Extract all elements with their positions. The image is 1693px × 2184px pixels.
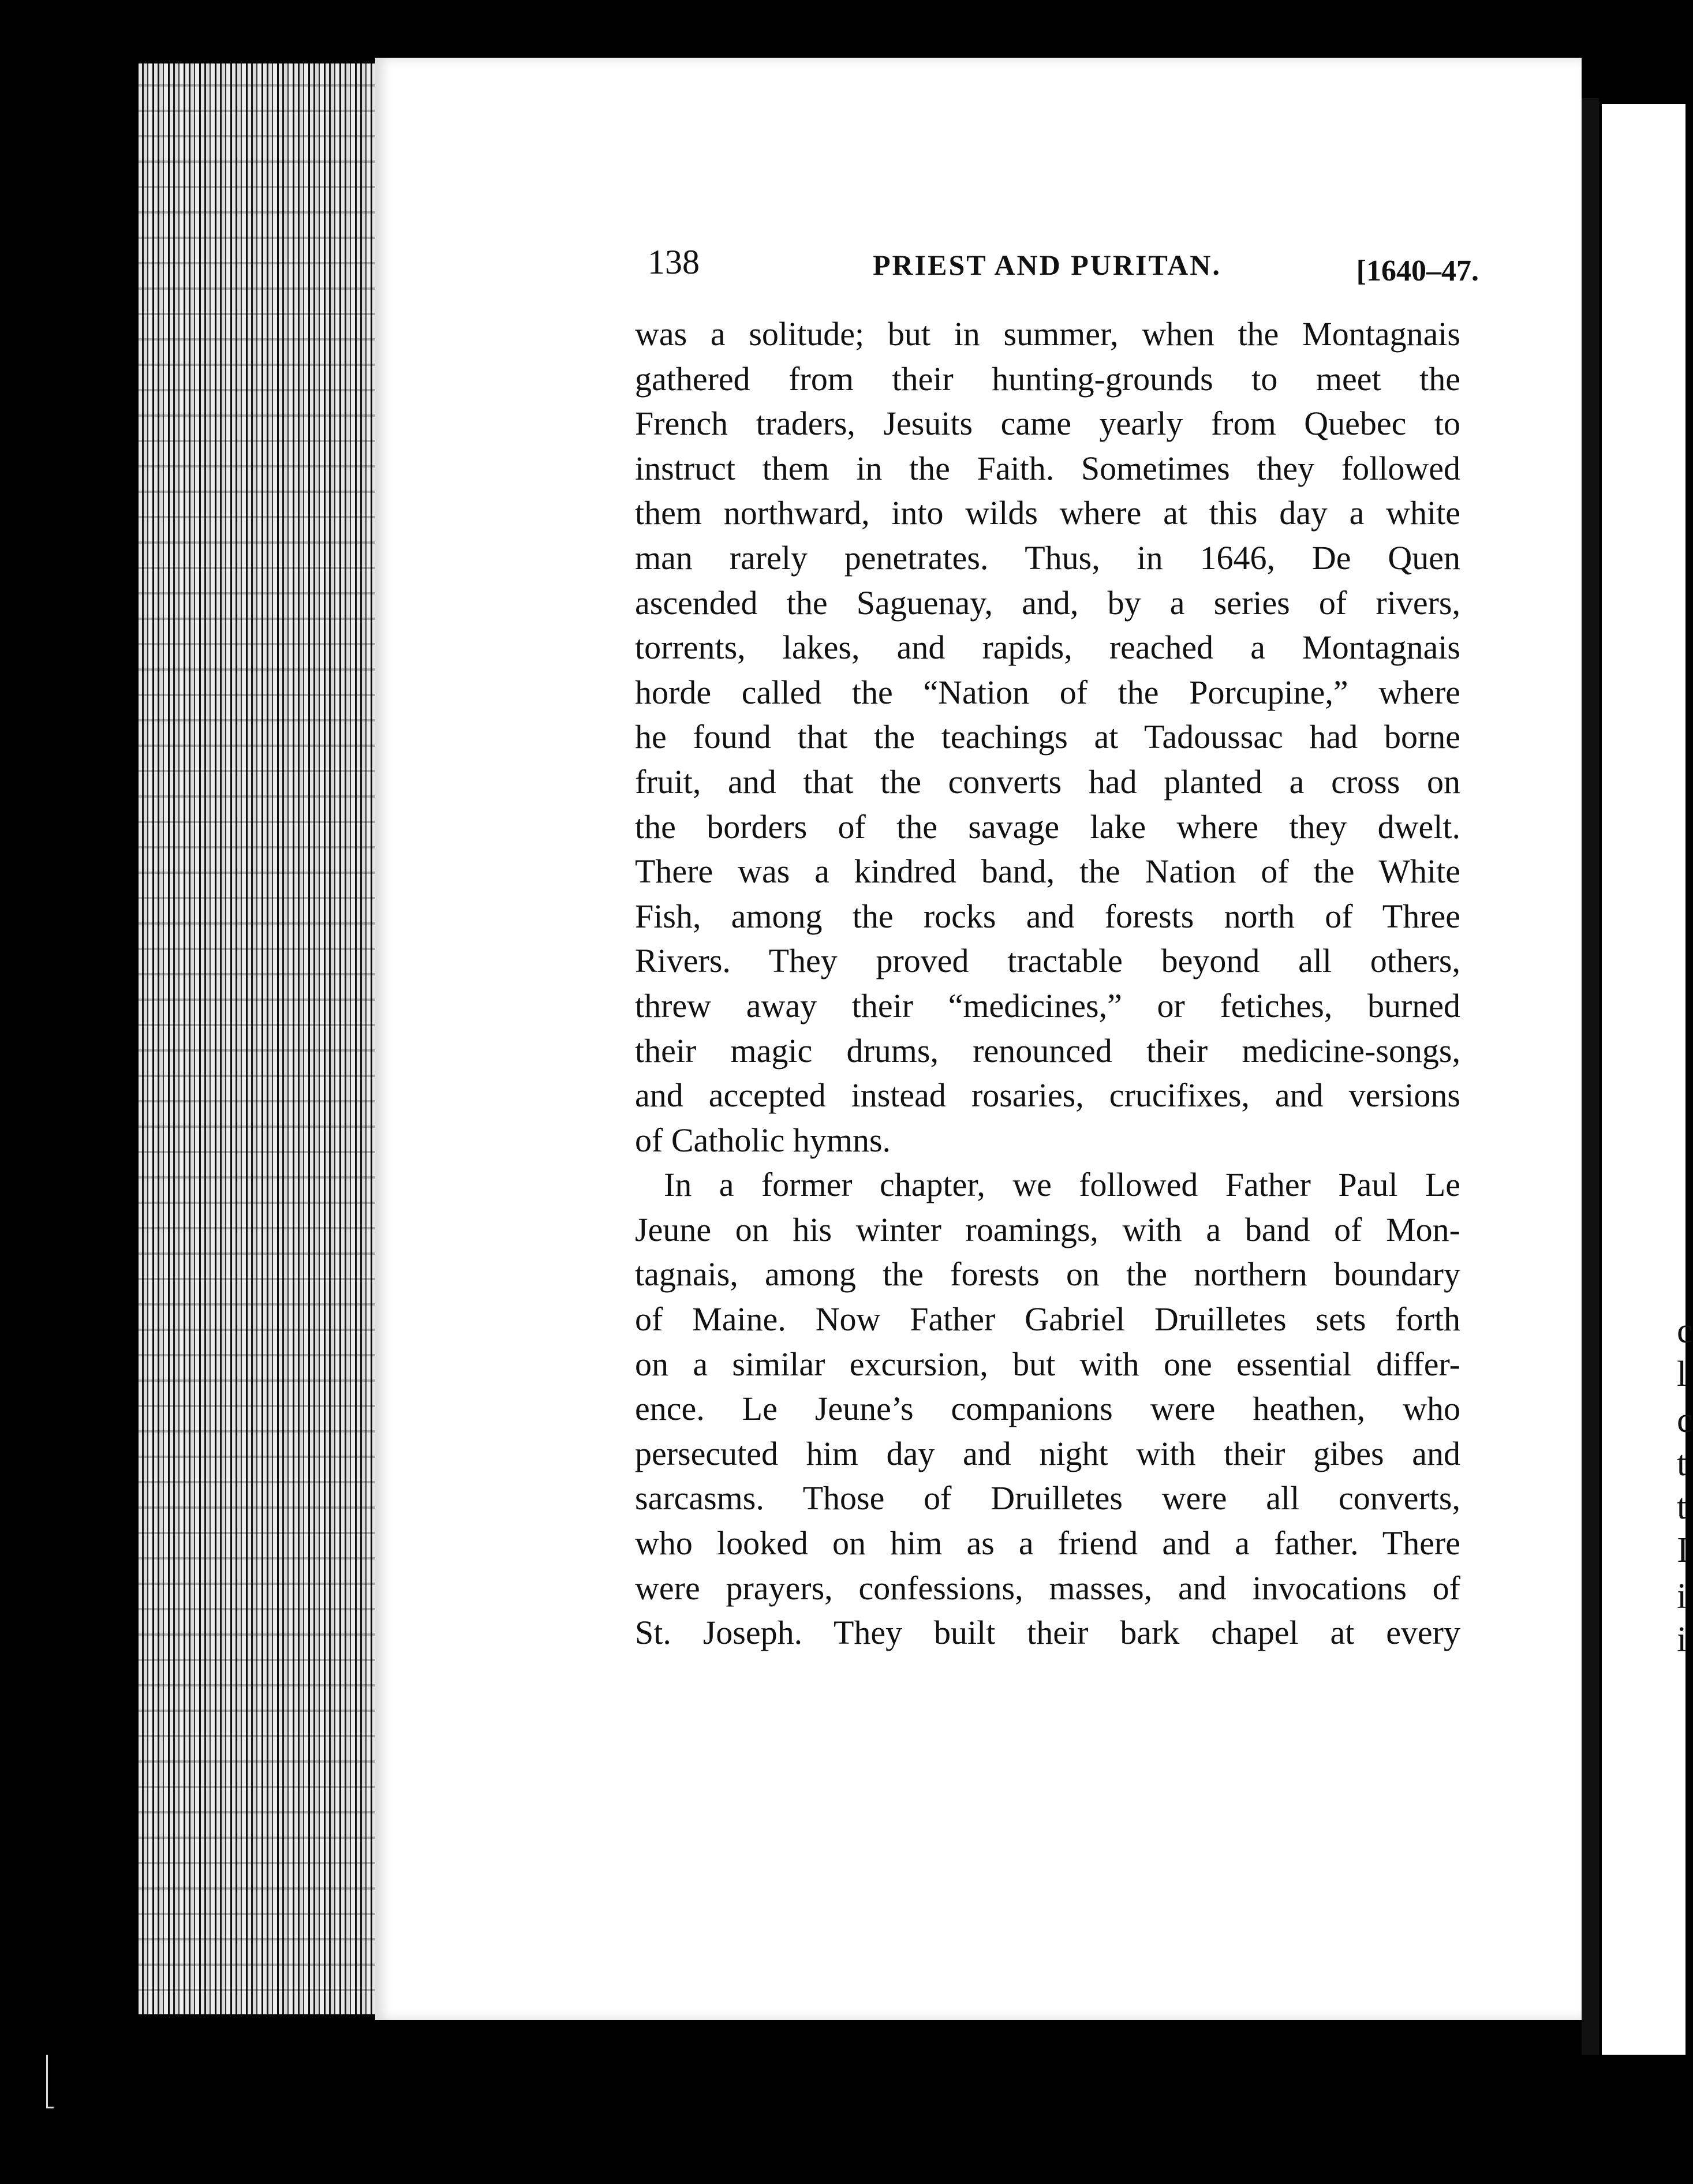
text-line: gathered from their hunting-grounds to meet the — [635, 360, 1460, 398]
adjacent-page-fragment: I — [1677, 1531, 1689, 1570]
text-line: In a former chapter, we followed Father Paul Le — [664, 1166, 1460, 1204]
right-page-gutter — [1582, 98, 1599, 2055]
adjacent-page-fragment: c — [1677, 1401, 1693, 1440]
page-number: 138 — [648, 243, 700, 281]
running-header — [648, 242, 1479, 289]
text-line: tagnais, among the forests on the northern boundary — [635, 1255, 1460, 1293]
text-line: ence. Le Jeune’s companions were heathen, who — [635, 1390, 1460, 1428]
scan-margin-mark — [46, 2055, 54, 2108]
text-line: threw away their “medicines,” or fetiches, burned — [635, 986, 1460, 1024]
text-line: on a similar excursion, but with one essential differ- — [635, 1345, 1460, 1383]
text-line: Rivers. They proved tractable beyond all others, — [635, 942, 1460, 980]
adjacent-page-fragment: l — [1677, 1355, 1687, 1394]
text-line: and accepted instead rosaries, crucifixes, and versions — [635, 1076, 1460, 1115]
text-line: was a solitude; but in summer, when the Montagnais — [635, 315, 1460, 353]
text-line: torrents, lakes, and rapids, reached a Montagnais — [635, 629, 1460, 667]
text-line: he found that the teachings at Tadoussac had borne — [635, 718, 1460, 756]
adjacent-page-fragment: c — [1677, 1311, 1693, 1351]
text-line: their magic drums, renounced their medicine-songs, — [635, 1031, 1460, 1069]
adjacent-page — [1602, 104, 1693, 2055]
text-line: French traders, Jesuits came yearly from Quebec to — [635, 405, 1460, 443]
adjacent-page-fragment: t — [1677, 1444, 1687, 1483]
text-line: horde called the “Nation of the Porcupine,” where — [635, 673, 1460, 711]
text-line: were prayers, confessions, masses, and invocations of — [635, 1569, 1460, 1607]
text-line: man rarely penetrates. Thus, in 1646, De Quen — [635, 538, 1460, 577]
text-line: instruct them in the Faith. Sometimes they followed — [635, 449, 1460, 487]
text-line: Jeune on his winter roamings, with a band of Mon- — [635, 1210, 1460, 1248]
text-line: St. Joseph. They built their bark chapel at every — [635, 1614, 1460, 1652]
text-line: of Catholic hymns. — [635, 1121, 891, 1159]
text-line: There was a kindred band, the Nation of the White — [635, 852, 1460, 891]
text-line: persecuted him day and night with their gibes and — [635, 1434, 1460, 1472]
running-title: PRIEST AND PURITAN. — [873, 249, 1221, 281]
body-text — [635, 312, 1460, 1655]
adjacent-page-fragment: i — [1677, 1620, 1687, 1659]
text-line: fruit, and that the converts had planted a cross on — [635, 762, 1460, 801]
adjacent-page-fragment: i — [1677, 1577, 1687, 1616]
paragraph-2 — [635, 1162, 1460, 1655]
text-line: who looked on him as a friend and a father. There — [635, 1524, 1460, 1562]
text-line: them northward, into wilds where at this day a white — [635, 494, 1460, 532]
paragraph-1 — [635, 312, 1460, 1162]
date-range: [1640–47. — [1356, 255, 1479, 287]
text-line: sarcasms. Those of Druilletes were all converts, — [635, 1479, 1460, 1517]
text-line: ascended the Saguenay, and, by a series of rivers, — [635, 584, 1460, 622]
text-line: the borders of the savage lake where they dwelt. — [635, 807, 1460, 846]
adjacent-page-fragment: t — [1677, 1487, 1687, 1527]
text-line: Fish, among the rocks and forests north of Three — [635, 897, 1460, 935]
book-fore-edge-shade — [139, 63, 381, 2014]
text-line: of Maine. Now Father Gabriel Druilletes sets forth — [635, 1300, 1460, 1338]
